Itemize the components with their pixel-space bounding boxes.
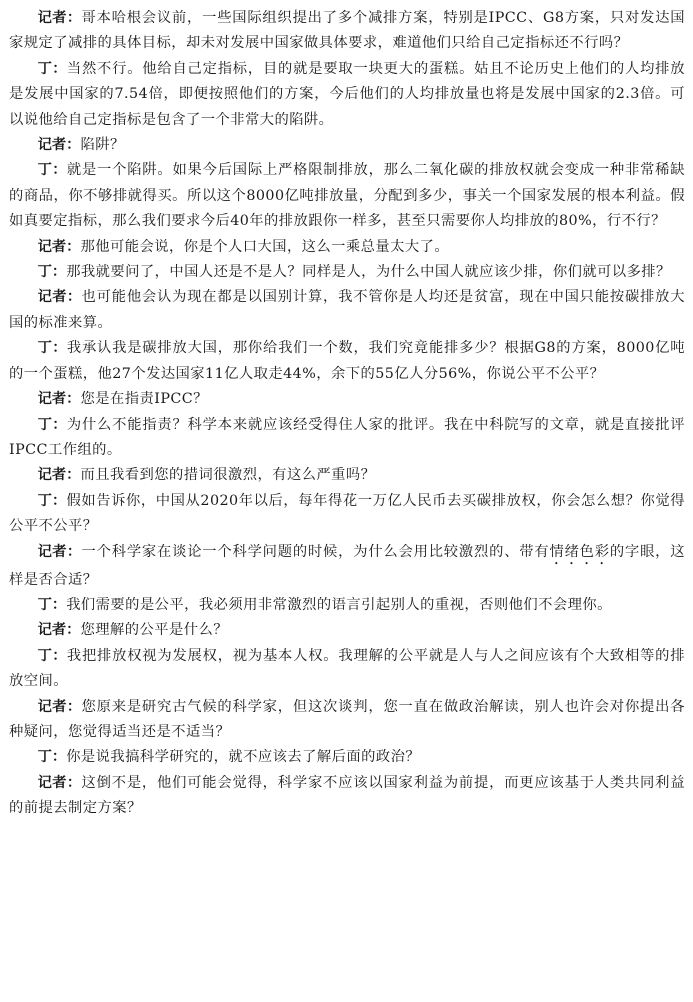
emphasized-text: 情绪色彩 xyxy=(549,543,610,560)
speaker-label: 丁： xyxy=(37,749,67,766)
speaker-label: 丁： xyxy=(37,340,67,357)
dialogue-text: 您是在指责IPCC？ xyxy=(80,391,208,408)
speaker-label: 丁： xyxy=(37,60,67,77)
dialogue-text: 您原来是研究古气候的科学家，但这次谈判，您一直在做政治解读，别人也许会对你提出各种疑问，您觉得适当还是不适当？ xyxy=(9,698,685,740)
dialogue-paragraph xyxy=(9,235,685,260)
speaker-label: 记者： xyxy=(37,137,81,154)
dialogue-paragraph xyxy=(9,463,685,488)
dialogue-text: 也可能他会认为现在都是以国别计算，我不管你是人均还是贫富，现在中国只能按碳排放大国的标准来算。 xyxy=(9,289,685,331)
speaker-label: 丁： xyxy=(37,492,67,509)
dialogue-paragraph xyxy=(9,387,685,412)
speaker-label: 记者： xyxy=(37,622,81,639)
dialogue-text: 当然不行。他给自己定指标，目的就是要取一块更大的蛋糕。姑且不论历史上他们的人均排放是发展中国家的7.54倍，即便按照他们的方案，今后他们的人均排放量也将是发展中国家的2.3倍。可以说他给自己定指标是包含了一个非常大的陷阱。 xyxy=(9,60,686,128)
dialogue-text: 我把排放权视为发展权，视为基本人权。我理解的公平就是人与人之间应该有个大致相等的排放空间。 xyxy=(9,647,686,690)
dialogue-text: 为什么不能指责？科学本来就应该经受得住人家的批评。我在中科院写的文章，就是直接批评IPCC工作组的。 xyxy=(9,416,686,458)
speaker-label: 丁： xyxy=(37,596,67,613)
dialogue-text: 陷阱？ xyxy=(80,137,125,154)
dialogue-paragraph xyxy=(9,336,685,387)
dialogue-text: 我承认我是碳排放大国，那你给我们一个数，我们究竟能排多少？根据G8的方案，8000亿吨的一个蛋糕，他27个发达国家11亿人取走44%，余下的55亿人分56%，你说公平不公平？ xyxy=(9,340,686,382)
speaker-label: 记者： xyxy=(37,543,82,560)
dialogue-paragraph xyxy=(9,285,685,336)
speaker-label: 丁： xyxy=(37,162,67,179)
dialogue-paragraph xyxy=(9,133,685,158)
dialogue-paragraph xyxy=(9,540,685,593)
dialogue-paragraph xyxy=(9,644,685,695)
dialogue-text: 而且我看到您的措词很激烈，有这么严重吗？ xyxy=(80,467,376,484)
speaker-label: 丁： xyxy=(37,647,67,664)
dialogue-text: 您理解的公平是什么？ xyxy=(80,622,228,639)
dialogue-paragraph xyxy=(9,593,685,618)
speaker-label: 丁： xyxy=(37,264,67,281)
dialogue-text: 那他可能会说，你是个人口大国，这么一乘总量太大了。 xyxy=(80,238,450,255)
speaker-label: 记者： xyxy=(37,10,82,26)
speaker-label: 丁： xyxy=(37,416,67,433)
dialogue-paragraph xyxy=(9,745,685,770)
dialogue-text: 一个科学家在谈论一个科学问题的时候，为什么会用比较激烈的、带有 xyxy=(81,543,550,560)
dialogue-paragraph xyxy=(9,771,685,822)
dialogue-paragraph xyxy=(9,6,685,57)
speaker-label: 记者： xyxy=(37,391,81,408)
speaker-label: 记者： xyxy=(37,289,82,306)
dialogue-text: 这倒不是，他们可能会觉得，科学家不应该以国家利益为前提，而更应该基于人类共同利益的前提去制定方案？ xyxy=(9,774,685,817)
speaker-label: 记者： xyxy=(37,774,82,791)
dialogue-text: 就是一个陷阱。如果今后国际上严格限制排放，那么二氧化碳的排放权就会变成一种非常稀缺的商品，你不够排就得买。所以这个8000亿吨排放量，分配到多少，事关一个国家发展的根本利益。假如真要定指标，那么我们要求今后40年的排放跟你一样多，甚至只需要你人均排放的80%，行不行？ xyxy=(9,162,686,230)
speaker-label: 记者： xyxy=(37,467,81,484)
dialogue-paragraph xyxy=(9,158,685,234)
dialogue-text: 哥本哈根会议前，一些国际组织提出了多个减排方案，特别是IPCC、G8方案，只对发达国家规定了减排的具体目标，却未对发展中国家做具体要求，难道他们只给自己定指标还不行吗？ xyxy=(9,10,686,52)
dialogue-text: 你是说我搞科学研究的，就不应该去了解后面的政治？ xyxy=(66,749,421,766)
dialogue-text: 假如告诉你，中国从2020年以后，每年得花一万亿人民币去买碳排放权，你会怎么想？你觉得公平不公平？ xyxy=(9,492,686,535)
dialogue-paragraph xyxy=(9,489,685,540)
dialogue-paragraph xyxy=(9,57,685,133)
dialogue-text: 我们需要的是公平，我必须用非常激烈的语言引起别人的重视，否则他们不会理你。 xyxy=(66,596,612,613)
dialogue-text: 的字眼，这样是否合适？ xyxy=(9,543,686,588)
speaker-label: 记者： xyxy=(37,238,81,255)
speaker-label: 记者： xyxy=(37,698,82,715)
dialogue-paragraph xyxy=(9,695,685,746)
dialogue-paragraph xyxy=(9,618,685,643)
dialogue-paragraph xyxy=(9,413,685,464)
dialogue-paragraph xyxy=(9,260,685,285)
dialogue-text: 那我就要问了，中国人还是不是人？同样是人，为什么中国人就应该少排，你们就可以多排？ xyxy=(66,264,671,281)
